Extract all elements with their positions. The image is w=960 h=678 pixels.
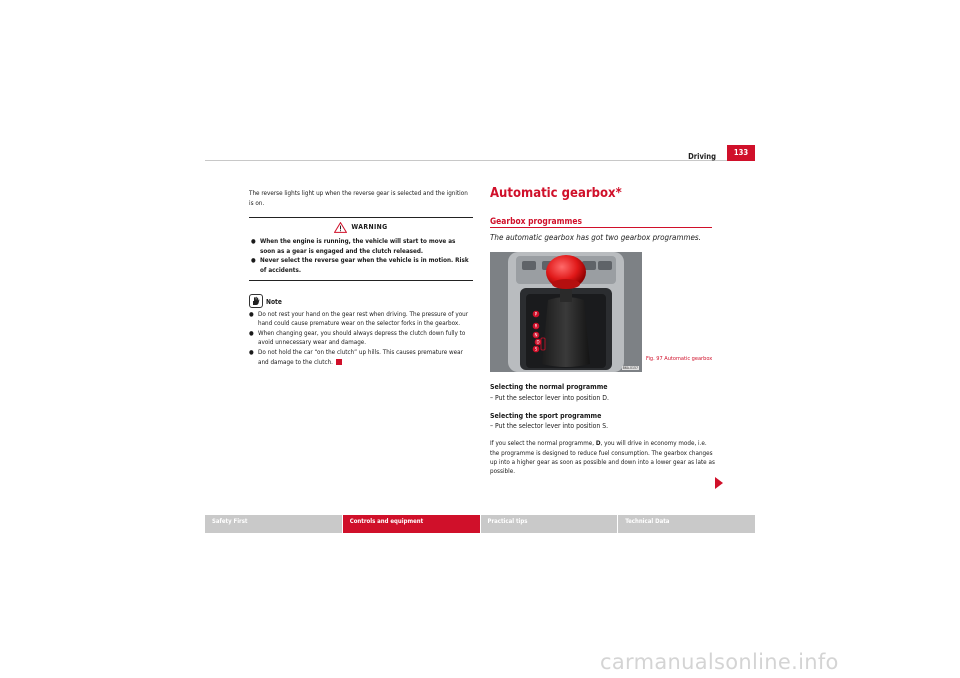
watermark: carmanualsonline.info (600, 650, 839, 674)
figure-code: B6A-0157 (622, 366, 638, 370)
tab-controls-and-equipment[interactable]: Controls and equipment (343, 515, 480, 533)
note-hand-icon (249, 294, 263, 308)
right-column (490, 382, 716, 477)
normal-programme-title: Selecting the normal programme (490, 383, 608, 391)
gear-selector-illustration (490, 252, 642, 372)
programme-description: If you select the normal programme, D, you will drive in economy mode, i.e. the programme is designed to reduce fuel consumption. The gearbox changes up into a higher gear as soon as possible and down into a lower gear as late as possible. (490, 440, 715, 476)
subsection-heading: Gearbox programmes (490, 216, 582, 226)
sport-programme-step: – Put the selector lever into position S. (490, 422, 609, 431)
gearbox-figure (490, 252, 642, 372)
left-column (249, 189, 473, 367)
sport-programme-title: Selecting the sport programme (490, 411, 602, 420)
note-title: Note (266, 297, 282, 306)
intro-text: The reverse lights light up when the reverse gear is selected and the ignition is on. (249, 190, 468, 207)
section-end-mark (336, 359, 342, 365)
chapter-tabs (205, 515, 755, 533)
normal-programme-step: – Put the selector lever into position D. (490, 393, 609, 402)
gear-label-d: D (536, 339, 540, 345)
warning-header (251, 222, 471, 233)
note-item: ● When changing gear, you should always depress the clutch down fully to avoid unnecessary wear and damage. (249, 329, 466, 347)
chapter-title: Driving (688, 152, 716, 161)
note-item: ● Do not rest your hand on the gear rest when driving. The pressure of your hand could cause premature wear on the selector forks in the gearbox. (249, 310, 469, 328)
subsection-rule (490, 227, 712, 228)
page-number: 133 (727, 145, 755, 161)
tab-safety-first[interactable]: Safety First (205, 515, 342, 533)
gear-label-s: S (534, 346, 538, 352)
gear-label-n: N (534, 332, 538, 338)
tab-practical-tips[interactable]: Practical tips (481, 515, 618, 533)
gear-label-r: R (534, 323, 538, 329)
figure-caption: Fig. 97 Automatic gearbox (646, 356, 713, 362)
note-header (249, 294, 473, 308)
continue-arrow-icon (715, 477, 723, 489)
warning-title: WARNING (351, 222, 388, 231)
warning-triangle-icon (334, 222, 347, 233)
section-heading: Automatic gearbox* (490, 186, 622, 201)
tab-technical-data[interactable]: Technical Data (618, 515, 755, 533)
gear-label-p: P (534, 311, 538, 317)
warning-item: ● When the engine is running, the vehicle will start to move as soon as a gear is engaged and the clutch released. (251, 238, 456, 255)
warning-box (249, 217, 473, 280)
note-item: ● Do not hold the car “on the clutch” up hills. This causes premature wear and damage to the clutch. (249, 348, 463, 366)
warning-item: ● Never select the reverse gear when the vehicle is in motion. Risk of accidents. (251, 257, 469, 274)
lead-text: The automatic gearbox has got two gearbox programmes. (490, 233, 701, 242)
